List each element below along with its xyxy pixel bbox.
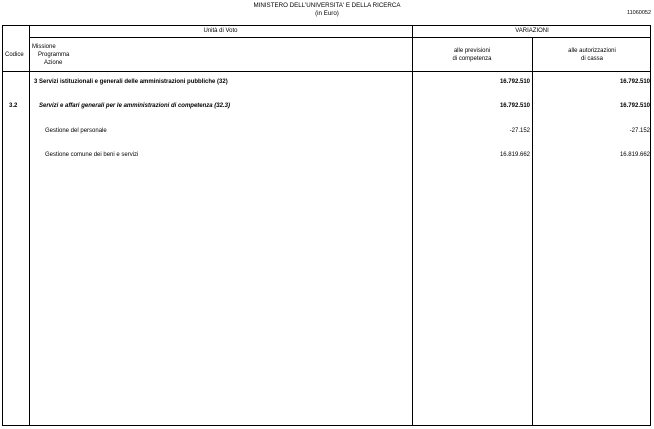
document-code: 11060052	[626, 10, 651, 16]
unita-di-voto-header: Unità di Voto	[203, 28, 238, 34]
missione-row-cassa: 16.792.510	[619, 79, 650, 85]
header-bottom-line	[3, 71, 650, 72]
azione-personale-cassa: -27.152	[629, 128, 650, 134]
currency-unit: (in Euro)	[315, 10, 339, 17]
competenza-header-line2: di competenza	[452, 56, 492, 62]
hierarchy-header	[32, 43, 69, 67]
header-row-divider	[29, 37, 650, 38]
codice-header: Codice	[5, 52, 24, 58]
programma-row-competenza: 16.792.510	[499, 103, 530, 109]
azione-beni-servizi-cassa: 16.819.662	[619, 152, 650, 158]
programma-row-label: Servizi e affari generali per le amministrazioni di competenza (32.3)	[39, 103, 230, 109]
programma-row-code: 3.2	[9, 103, 18, 109]
budget-table	[2, 25, 651, 426]
cassa-header	[532, 47, 652, 63]
competenza-header-line1: alle previsioni	[453, 48, 491, 54]
ministry-name: MINISTERO DELL'UNIVERSITA' E DELLA RICERCA	[253, 2, 401, 9]
competenza-header	[412, 47, 532, 63]
programma-row-cassa: 16.792.510	[619, 103, 650, 109]
cassa-header-line2: di cassa	[580, 56, 603, 62]
azione-personale-label: Gestione del personale	[45, 128, 107, 134]
col-divider-cassa	[532, 37, 533, 425]
missione-label: Missione	[32, 44, 56, 50]
azione-beni-servizi-label: Gestione comune dei beni e servizi	[45, 152, 139, 158]
missione-row-competenza: 16.792.510	[499, 79, 530, 85]
col-divider-variazioni	[412, 26, 413, 425]
azione-label: Azione	[44, 60, 63, 66]
azione-personale-competenza: -27.152	[509, 128, 530, 134]
cassa-header-line1: alle autorizzazioni	[568, 48, 616, 54]
col-divider-codice	[29, 26, 30, 425]
azione-beni-servizi-competenza: 16.819.662	[499, 152, 530, 158]
missione-row-label: 3 Servizi istituzionali e generali delle amministrazioni pubbliche (32)	[34, 79, 228, 85]
programma-label: Programma	[38, 52, 70, 58]
variazioni-header: VARIAZIONI	[515, 28, 549, 34]
ministry-title	[0, 2, 654, 18]
